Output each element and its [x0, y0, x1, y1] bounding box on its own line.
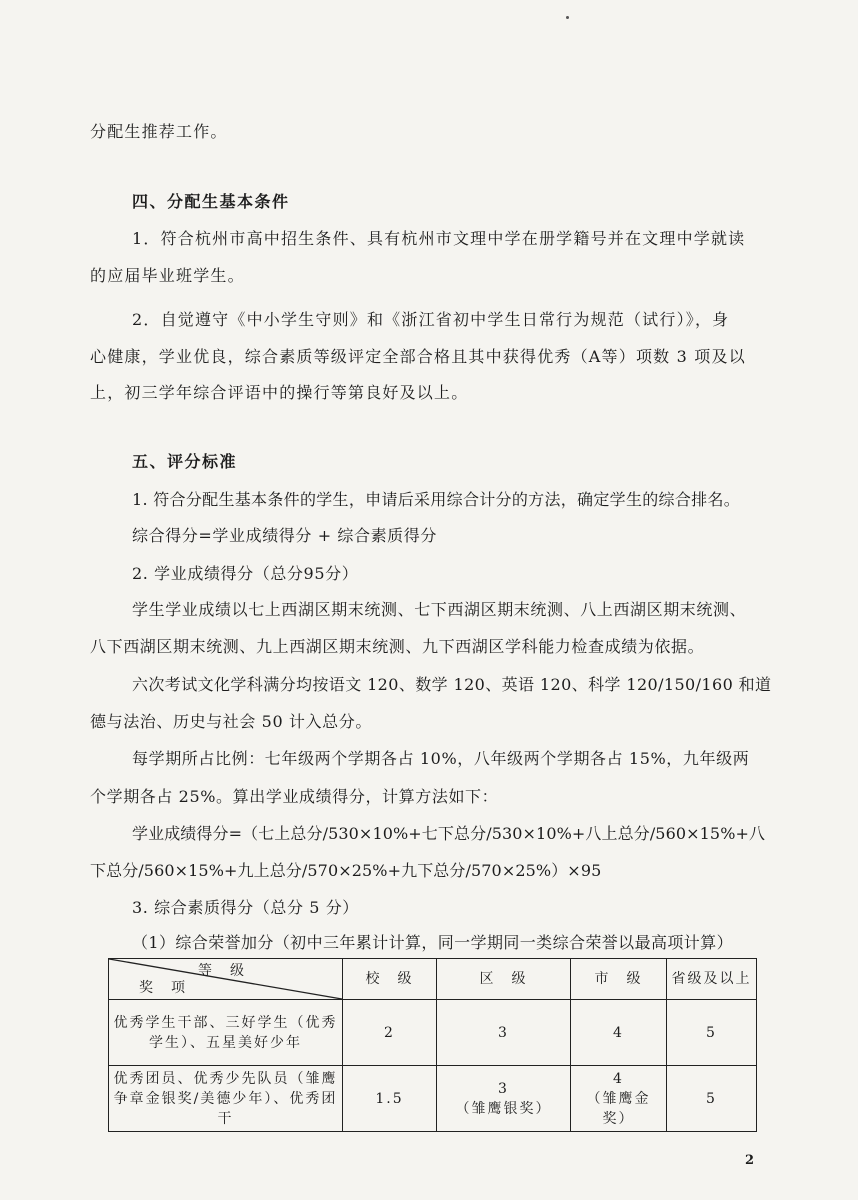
honor-points-table — [108, 958, 757, 1132]
subsection-heading: 2. 学业成绩得分（总分95分） — [132, 564, 359, 583]
header-item-label: 奖 项 — [139, 980, 187, 996]
paragraph-line: 心健康，学业优良，综合素质等级评定全部合格且其中获得优秀（A等）项数 3 项及以 — [90, 347, 746, 366]
score-province-cell: 5 — [667, 1000, 757, 1066]
paragraph-line: 的应届毕业班学生。 — [90, 266, 245, 285]
score-school-cell: 2 — [343, 1000, 437, 1066]
formula-line: 综合得分=学业成绩得分 + 综合素质得分 — [132, 526, 437, 545]
subsection-heading: （1）综合荣誉加分（初中三年累计计算，同一学期同一类综合荣誉以最高项计算） — [132, 933, 733, 952]
score-note: （雏鹰金奖） — [586, 1090, 651, 1127]
score-note: （雏鹰银奖） — [455, 1100, 552, 1117]
score-value: 3 — [498, 1080, 509, 1097]
paragraph-line: 每学期所占比例：七年级两个学期各占 10%，八年级两个学期各占 15%，九年级两 — [132, 749, 750, 768]
award-item-cell: 优秀学生干部、三好学生（优秀学生）、五星美好少年 — [109, 1000, 343, 1066]
header-province-level: 省级及以上 — [667, 959, 757, 1000]
page-number: 2 — [745, 1153, 755, 1168]
diagonal-header-cell — [109, 959, 343, 1000]
header-level-label: 等 级 — [198, 963, 246, 979]
paragraph-line: 德与法治、历史与社会 50 计入总分。 — [90, 712, 372, 731]
score-city-cell: 4 — [571, 1000, 667, 1066]
header-school-level: 校 级 — [343, 959, 437, 1000]
paragraph-line: 个学期各占 25%。算出学业成绩得分，计算方法如下： — [90, 787, 499, 806]
section-heading-4: 四、分配生基本条件 — [132, 192, 290, 211]
paragraph-line: 六次考试文化学科满分均按语文 120、数学 120、英语 120、科学 120/150/160 和道 — [132, 675, 772, 694]
table-row — [109, 1066, 757, 1132]
award-item-cell: 优秀团员、优秀少先队员（雏鹰争章金银奖/美德少年）、优秀团干 — [109, 1066, 343, 1132]
paragraph-line: 八下西湖区期末统测、九上西湖区期末统测、九下西湖区学科能力检查成绩为依据。 — [90, 637, 705, 656]
paragraph-line: 学生学业成绩以七上西湖区期末统测、七下西湖区期末统测、八上西湖区期末统测、 — [132, 600, 747, 619]
formula-line: 学业成绩得分=（七上总分/530×10%+七下总分/530×10%+八上总分/560×15%+八 — [132, 824, 766, 843]
scan-speck — [566, 16, 569, 19]
subsection-heading: 3. 综合素质得分（总分 5 分） — [132, 898, 359, 917]
paragraph-line: 2．自觉遵守《中小学生守则》和《浙江省初中学生日常行为规范（试行）》，身 — [132, 310, 730, 329]
score-school-cell: 1.5 — [343, 1066, 437, 1132]
score-value: 4 — [613, 1070, 624, 1087]
header-district-level: 区 级 — [437, 959, 571, 1000]
score-city-cell — [571, 1066, 667, 1132]
section-heading-5: 五、评分标准 — [132, 452, 238, 471]
paragraph-line: 上，初三学年综合评语中的操行等第良好及以上。 — [90, 383, 469, 402]
header-city-level: 市 级 — [571, 959, 667, 1000]
formula-line: 下总分/560×15%+九上总分/570×25%+九下总分/570×25%）×95 — [90, 861, 602, 880]
score-district-cell: 3 — [437, 1000, 571, 1066]
paragraph-line: 分配生推荐工作。 — [90, 122, 228, 141]
score-province-cell: 5 — [667, 1066, 757, 1132]
table-header-row — [109, 959, 757, 1000]
score-district-cell — [437, 1066, 571, 1132]
paragraph-line: 1. 符合分配生基本条件的学生，申请后采用综合计分的方法，确定学生的综合排名。 — [132, 490, 741, 509]
table-row — [109, 1000, 757, 1066]
paragraph-line: 1．符合杭州市高中招生条件、具有杭州市文理中学在册学籍号并在文理中学就读 — [132, 229, 746, 248]
